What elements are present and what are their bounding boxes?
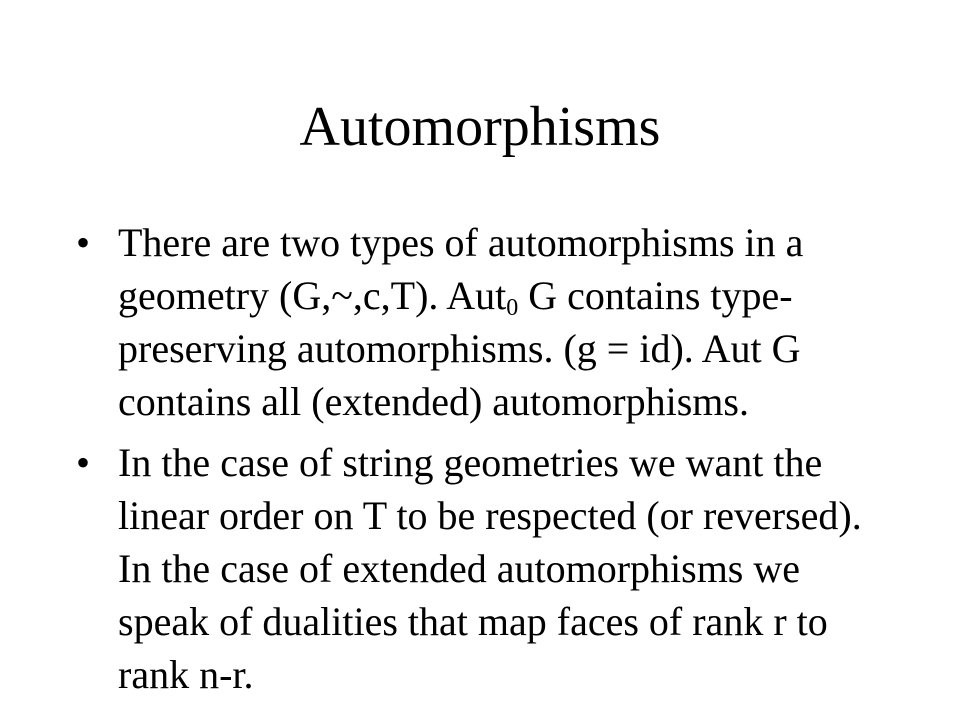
bullet-text-part: G contains type-preserving automorphisms. (g = id). Aut G contains all (extended) automorphisms. bbox=[118, 273, 801, 424]
bullet-marker: • bbox=[76, 220, 91, 265]
bullet-text: In the case of string geometries we want the linear order on T to be respected (or reversed). In the case of extended automorphisms we speak of dualities that map faces of rank r to rank n-r. bbox=[118, 440, 862, 697]
bullet-list bbox=[76, 216, 876, 709]
bullet-text bbox=[118, 216, 876, 428]
slide-title: Automorphisms bbox=[299, 96, 661, 158]
bullet-item-automorphism-types bbox=[76, 216, 876, 428]
subscript-zero: 0 bbox=[506, 295, 519, 321]
bullet-marker: • bbox=[76, 440, 91, 485]
bullet-text-part: There are two types of automorphisms in a geometry (G,~,c,T). Aut bbox=[118, 220, 804, 318]
bullet-item-string-geometries bbox=[76, 436, 876, 701]
